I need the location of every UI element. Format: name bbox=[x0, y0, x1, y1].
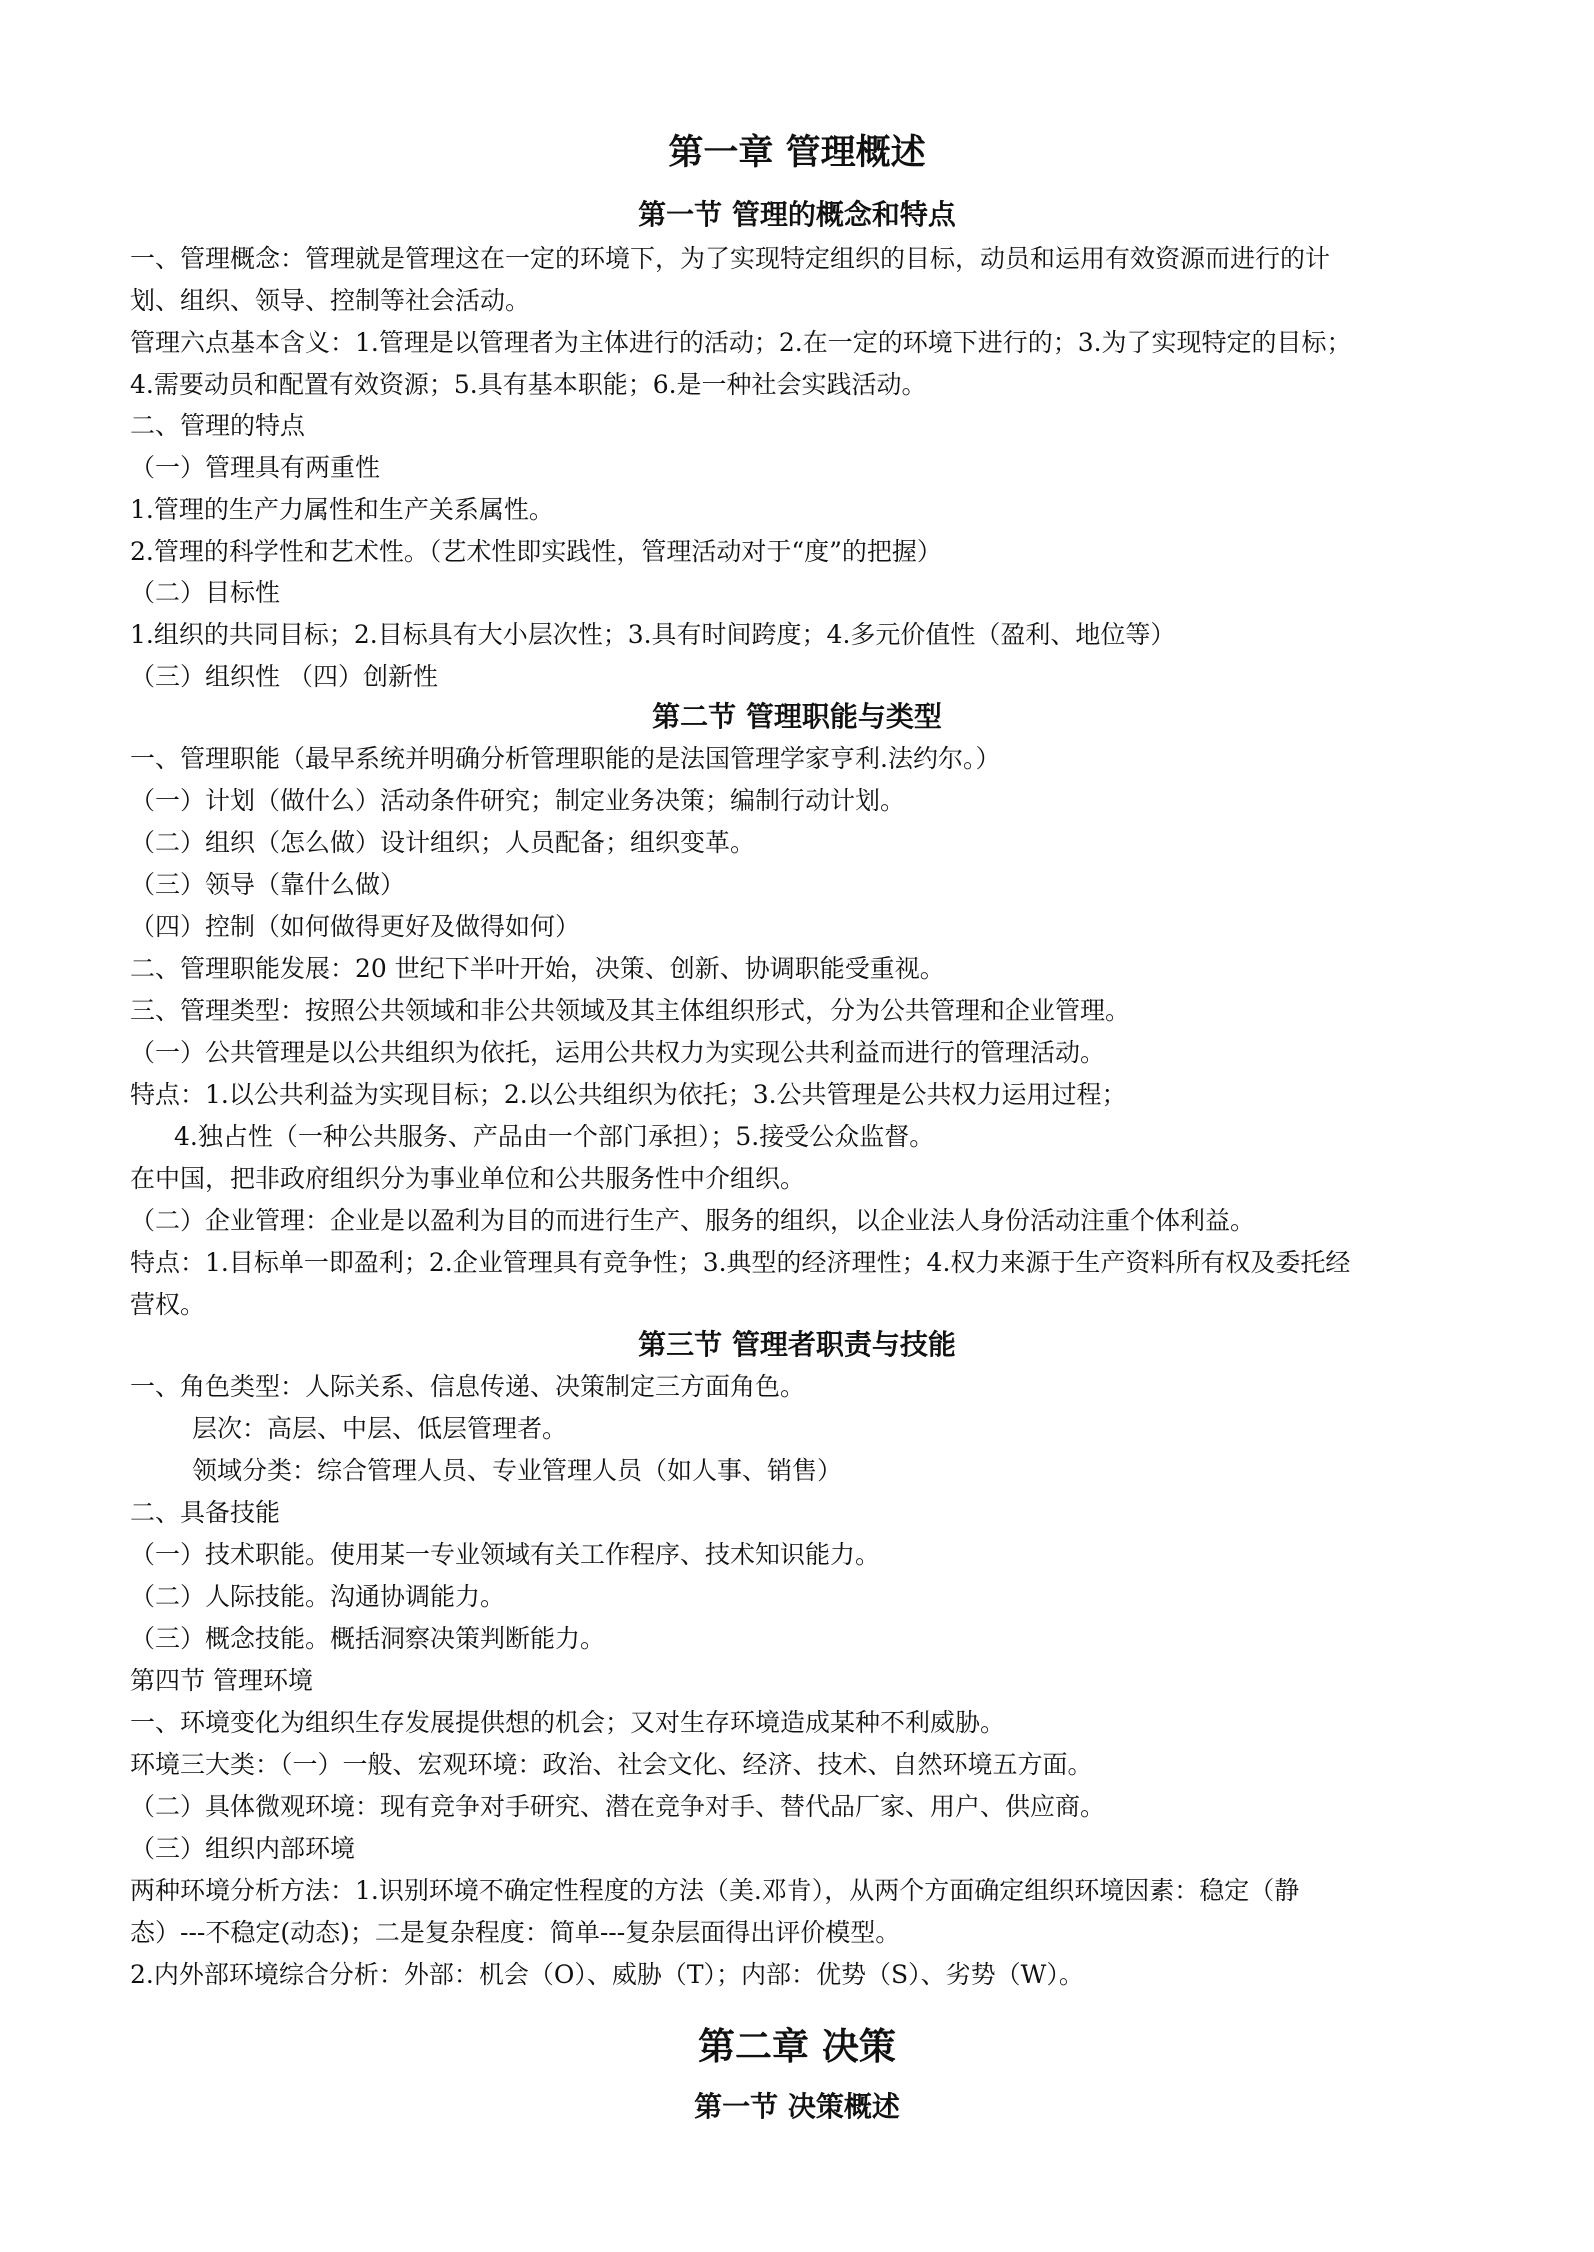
paragraph-line-indented: 领域分类：综合管理人员、专业管理人员（如人事、销售） bbox=[192, 1456, 843, 1485]
paragraph-line: 2.管理的科学性和艺术性。（艺术性即实践性，管理活动对于“度”的把握） bbox=[130, 537, 942, 566]
paragraph-line: 营权。 bbox=[130, 1290, 206, 1319]
paragraph-line: 一、管理概念：管理就是管理这在一定的环境下，为了实现特定组织的目标，动员和运用有效资源而进行的计 bbox=[130, 244, 1331, 273]
paragraph-line: 三、管理类型：按照公共领域和非公共领域及其主体组织形式，分为公共管理和企业管理。 bbox=[130, 996, 1131, 1025]
paragraph-line: 管理六点基本含义：1.管理是以管理者为主体进行的活动；2.在一定的环境下进行的；3.为了实现特定的目标； bbox=[130, 328, 1352, 357]
paragraph-line: （三）概念技能。概括洞察决策判断能力。 bbox=[130, 1624, 606, 1653]
paragraph-line: （一）公共管理是以公共组织为依托，运用公共权力为实现公共利益而进行的管理活动。 bbox=[130, 1038, 1106, 1067]
paragraph-line: 划、组织、领导、控制等社会活动。 bbox=[130, 286, 531, 315]
paragraph-line: （一）计划（做什么）活动条件研究；制定业务决策；编制行动计划。 bbox=[130, 786, 906, 815]
paragraph-line: 特点：1.目标单一即盈利；2.企业管理具有竞争性；3.典型的经济理性；4.权力来源于生产资料所有权及委托经 bbox=[130, 1248, 1351, 1277]
section-title: 第二节 管理职能与类型 bbox=[652, 700, 942, 733]
paragraph-line: 特点：1.以公共利益为实现目标；2.以公共组织为依托；3.公共管理是公共权力运用过程； bbox=[130, 1080, 1127, 1109]
paragraph-line: （二）企业管理：企业是以盈利为目的而进行生产、服务的组织，以企业法人身份活动注重个体利益。 bbox=[130, 1206, 1256, 1235]
heading-line: 二、具备技能 bbox=[130, 1498, 281, 1527]
section-title: 第一节 管理的概念和特点 bbox=[638, 198, 956, 231]
subheading-line: （一）管理具有两重性 bbox=[130, 453, 381, 482]
paragraph-line: 2.内外部环境综合分析：外部：机会（O）、威胁（T）；内部：优势（S）、劣势（W）。 bbox=[130, 1960, 1084, 1989]
paragraph-line: 在中国，把非政府组织分为事业单位和公共服务性中介组织。 bbox=[130, 1164, 806, 1193]
paragraph-line: 一、管理职能（最早系统并明确分析管理职能的是法国管理学家亨利.法约尔。） bbox=[130, 744, 1001, 773]
heading-line: 二、管理的特点 bbox=[130, 411, 306, 440]
paragraph-line: 1.管理的生产力属性和生产关系属性。 bbox=[130, 495, 554, 524]
paragraph-line: （三）组织内部环境 bbox=[130, 1834, 356, 1863]
paragraph-line: 1.组织的共同目标；2.目标具有大小层次性；3.具有时间跨度；4.多元价值性（盈利、地位等） bbox=[130, 620, 1176, 649]
paragraph-line-indented: 4.独占性（一种公共服务、产品由一个部门承担）；5.接受公众监督。 bbox=[174, 1122, 935, 1151]
section-title: 第一节 决策概述 bbox=[694, 2090, 900, 2123]
paragraph-line: （二）组织（怎么做）设计组织；人员配备；组织变革。 bbox=[130, 828, 756, 857]
section-title: 第三节 管理者职责与技能 bbox=[638, 1328, 956, 1361]
chapter-title: 第一章 管理概述 bbox=[668, 132, 926, 173]
subheading-line: （三）组织性 （四）创新性 bbox=[130, 662, 438, 691]
paragraph-line: （二）具体微观环境：现有竞争对手研究、潜在竞争对手、替代品厂家、用户、供应商。 bbox=[130, 1792, 1106, 1821]
paragraph-line: （二）人际技能。沟通协调能力。 bbox=[130, 1582, 506, 1611]
subheading-line: （二）目标性 bbox=[130, 578, 281, 607]
paragraph-line: 环境三大类：（一）一般、宏观环境：政治、社会文化、经济、技术、自然环境五方面。 bbox=[130, 1750, 1093, 1779]
section-title-inline: 第四节 管理环境 bbox=[130, 1666, 313, 1695]
paragraph-line: （四）控制（如何做得更好及做得如何） bbox=[130, 912, 581, 941]
paragraph-line: 两种环境分析方法：1.识别环境不确定性程度的方法（美.邓肯），从两个方面确定组织环境因素：稳定（静 bbox=[130, 1876, 1300, 1905]
paragraph-line: 4.需要动员和配置有效资源；5.具有基本职能；6.是一种社会实践活动。 bbox=[130, 370, 927, 399]
paragraph-line: 态）---不稳定(动态)；二是复杂程度：简单---复杂层面得出评价模型。 bbox=[130, 1918, 901, 1947]
paragraph-line: （一）技术职能。使用某一专业领域有关工作程序、技术知识能力。 bbox=[130, 1540, 881, 1569]
paragraph-line: 一、角色类型：人际关系、信息传递、决策制定三方面角色。 bbox=[130, 1372, 806, 1401]
paragraph-line: 一、环境变化为组织生存发展提供想的机会；又对生存环境造成某种不利威胁。 bbox=[130, 1708, 1006, 1737]
paragraph-line-indented: 层次：高层、中层、低层管理者。 bbox=[192, 1414, 568, 1443]
chapter-title: 第二章 决策 bbox=[698, 2024, 896, 2068]
paragraph-line: 二、管理职能发展：20 世纪下半叶开始，决策、创新、协调职能受重视。 bbox=[130, 954, 945, 983]
paragraph-line: （三）领导（靠什么做） bbox=[130, 870, 406, 899]
